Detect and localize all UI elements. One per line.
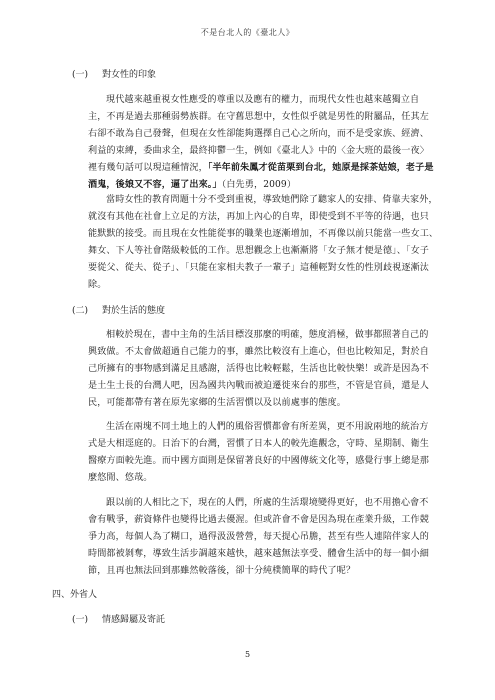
text-line: 利益的束縛，委曲求全，最終抑鬱一生，例如《臺北人》中的〈金大班的最後一夜〉: [88, 146, 429, 156]
text-line: 就沒有其他在社會上立足的方法，再加上內心的自卑，即使受到不平等的待遇，也只: [88, 212, 429, 222]
text-line: 要從父、從夫、從子」、「只能在家相夫教子一輩子」這種輕對女性的性別歧視逐漸汰: [88, 263, 430, 273]
text-line: 麼悠閒、悠哉。: [88, 473, 153, 483]
text-line: 當時女性的教育問題十分不受到重視，導致她們除了聽家人的安排、倚靠夫家外，: [106, 195, 438, 205]
text-line: 相較於現在，書中主角的生活目標沒那麼的明確，態度消極，做事都照著自己的: [106, 330, 429, 340]
citation: （白先勇，2009）: [221, 180, 297, 190]
section-title: 對女性的印象: [102, 70, 157, 80]
text-line: 興致做。不太會做超過自己能力的事，雖然比較沒有上進心，但也比較知足，對於自: [88, 347, 429, 357]
text-line: 生活在兩塊不同土地上的人們的風俗習慣都會有所差異，更不用說兩地的統治方: [106, 422, 429, 432]
text-line: 民，可能都帶有著在原先家鄉的生活習慣以及以前處事的態度。: [88, 398, 346, 408]
section-title: 對於生活的態度: [102, 306, 166, 316]
running-header: 不是台北人的《臺北人》: [200, 28, 295, 37]
text-line: 舞女、下人等社會階級較低的工作。思想觀念上也漸漸將「女子無才便是德」、「女子: [88, 246, 430, 256]
section-number: (二): [72, 306, 89, 316]
text-run: 裡有幾句話可以現這種情況，: [88, 163, 208, 173]
page-number: 5: [244, 650, 251, 659]
text-line: 是土生土長的台灣人吧，因為國共內戰而被迫遷徙來台的那些，不管是官員，還是人: [88, 381, 429, 391]
text-line: 己所擁有的事物感到滿足且感謝，活得也比較輕鬆，生活也比較快樂！或許是因為不: [88, 364, 429, 374]
text-line: [88, 179, 296, 191]
text-line: 式是大相逕庭的。日治下的台灣，習慣了日本人的較先進觀念，守時、星期制、衛生: [88, 439, 429, 449]
text-line: 除。: [88, 280, 107, 290]
text-line: 會有戰爭，薪資條件也變得比過去優渥。但或許會不會是因為現在產業升級，工作競: [88, 515, 429, 525]
quote-bold: 「半年前朱鳳才從苗栗到台北，她原是採茶姑娘，老子是: [207, 162, 434, 173]
text-line: 現代越來越重視女性應受的尊重以及應有的權力，而現代女性也越來越獨立自: [106, 95, 420, 105]
section-heading-life-attitude: [72, 305, 165, 317]
section-title: 情感歸屬及寄託: [102, 615, 166, 625]
text-line: 節，且再也無法回到那雖然較落後，卻十分純樸簡單的時代了呢？: [88, 566, 356, 576]
text-line: 主，不再是過去那種弱勢族群。在守舊思想中，女性似乎就是男性的附屬品，任其左: [88, 112, 429, 122]
text-line: 醫療方面較先進。而中國方面則是保留著良好的中國傳統文化等，感覺行事上總是那: [88, 456, 429, 466]
text-line: 能默默的接受。而且現在女性能從事的職業也逐漸增加，不再像以前只能當一些女工、: [88, 229, 439, 239]
section-heading-women: [72, 69, 156, 81]
text-line: 右卻不敢為自己發聲，但現在女性卻能夠選擇自己心之所向，而不是受家族、經濟、: [88, 129, 429, 139]
section-number: (一): [72, 615, 89, 625]
quote-bold: 酒鬼，後娘又不容，逼了出來。」: [88, 179, 222, 190]
text-line: 跟以前的人相比之下，現在的人們，所處的生活環境變得更好，也不用擔心會不: [106, 498, 429, 508]
section-heading-belonging: [72, 614, 165, 626]
chapter-heading-outsiders: 四、外省人: [52, 590, 98, 600]
text-line: 時間都被剝奪，導致生活步調越來越快，越來越無法享受、體會生活中的每一個小細: [88, 549, 429, 559]
section-number: (一): [72, 70, 89, 80]
text-line: [88, 162, 434, 174]
text-line: 爭力高，每個人為了糊口，過得汲汲營營，每天提心吊膽，甚至有些人連陪伴家人的: [88, 532, 429, 542]
